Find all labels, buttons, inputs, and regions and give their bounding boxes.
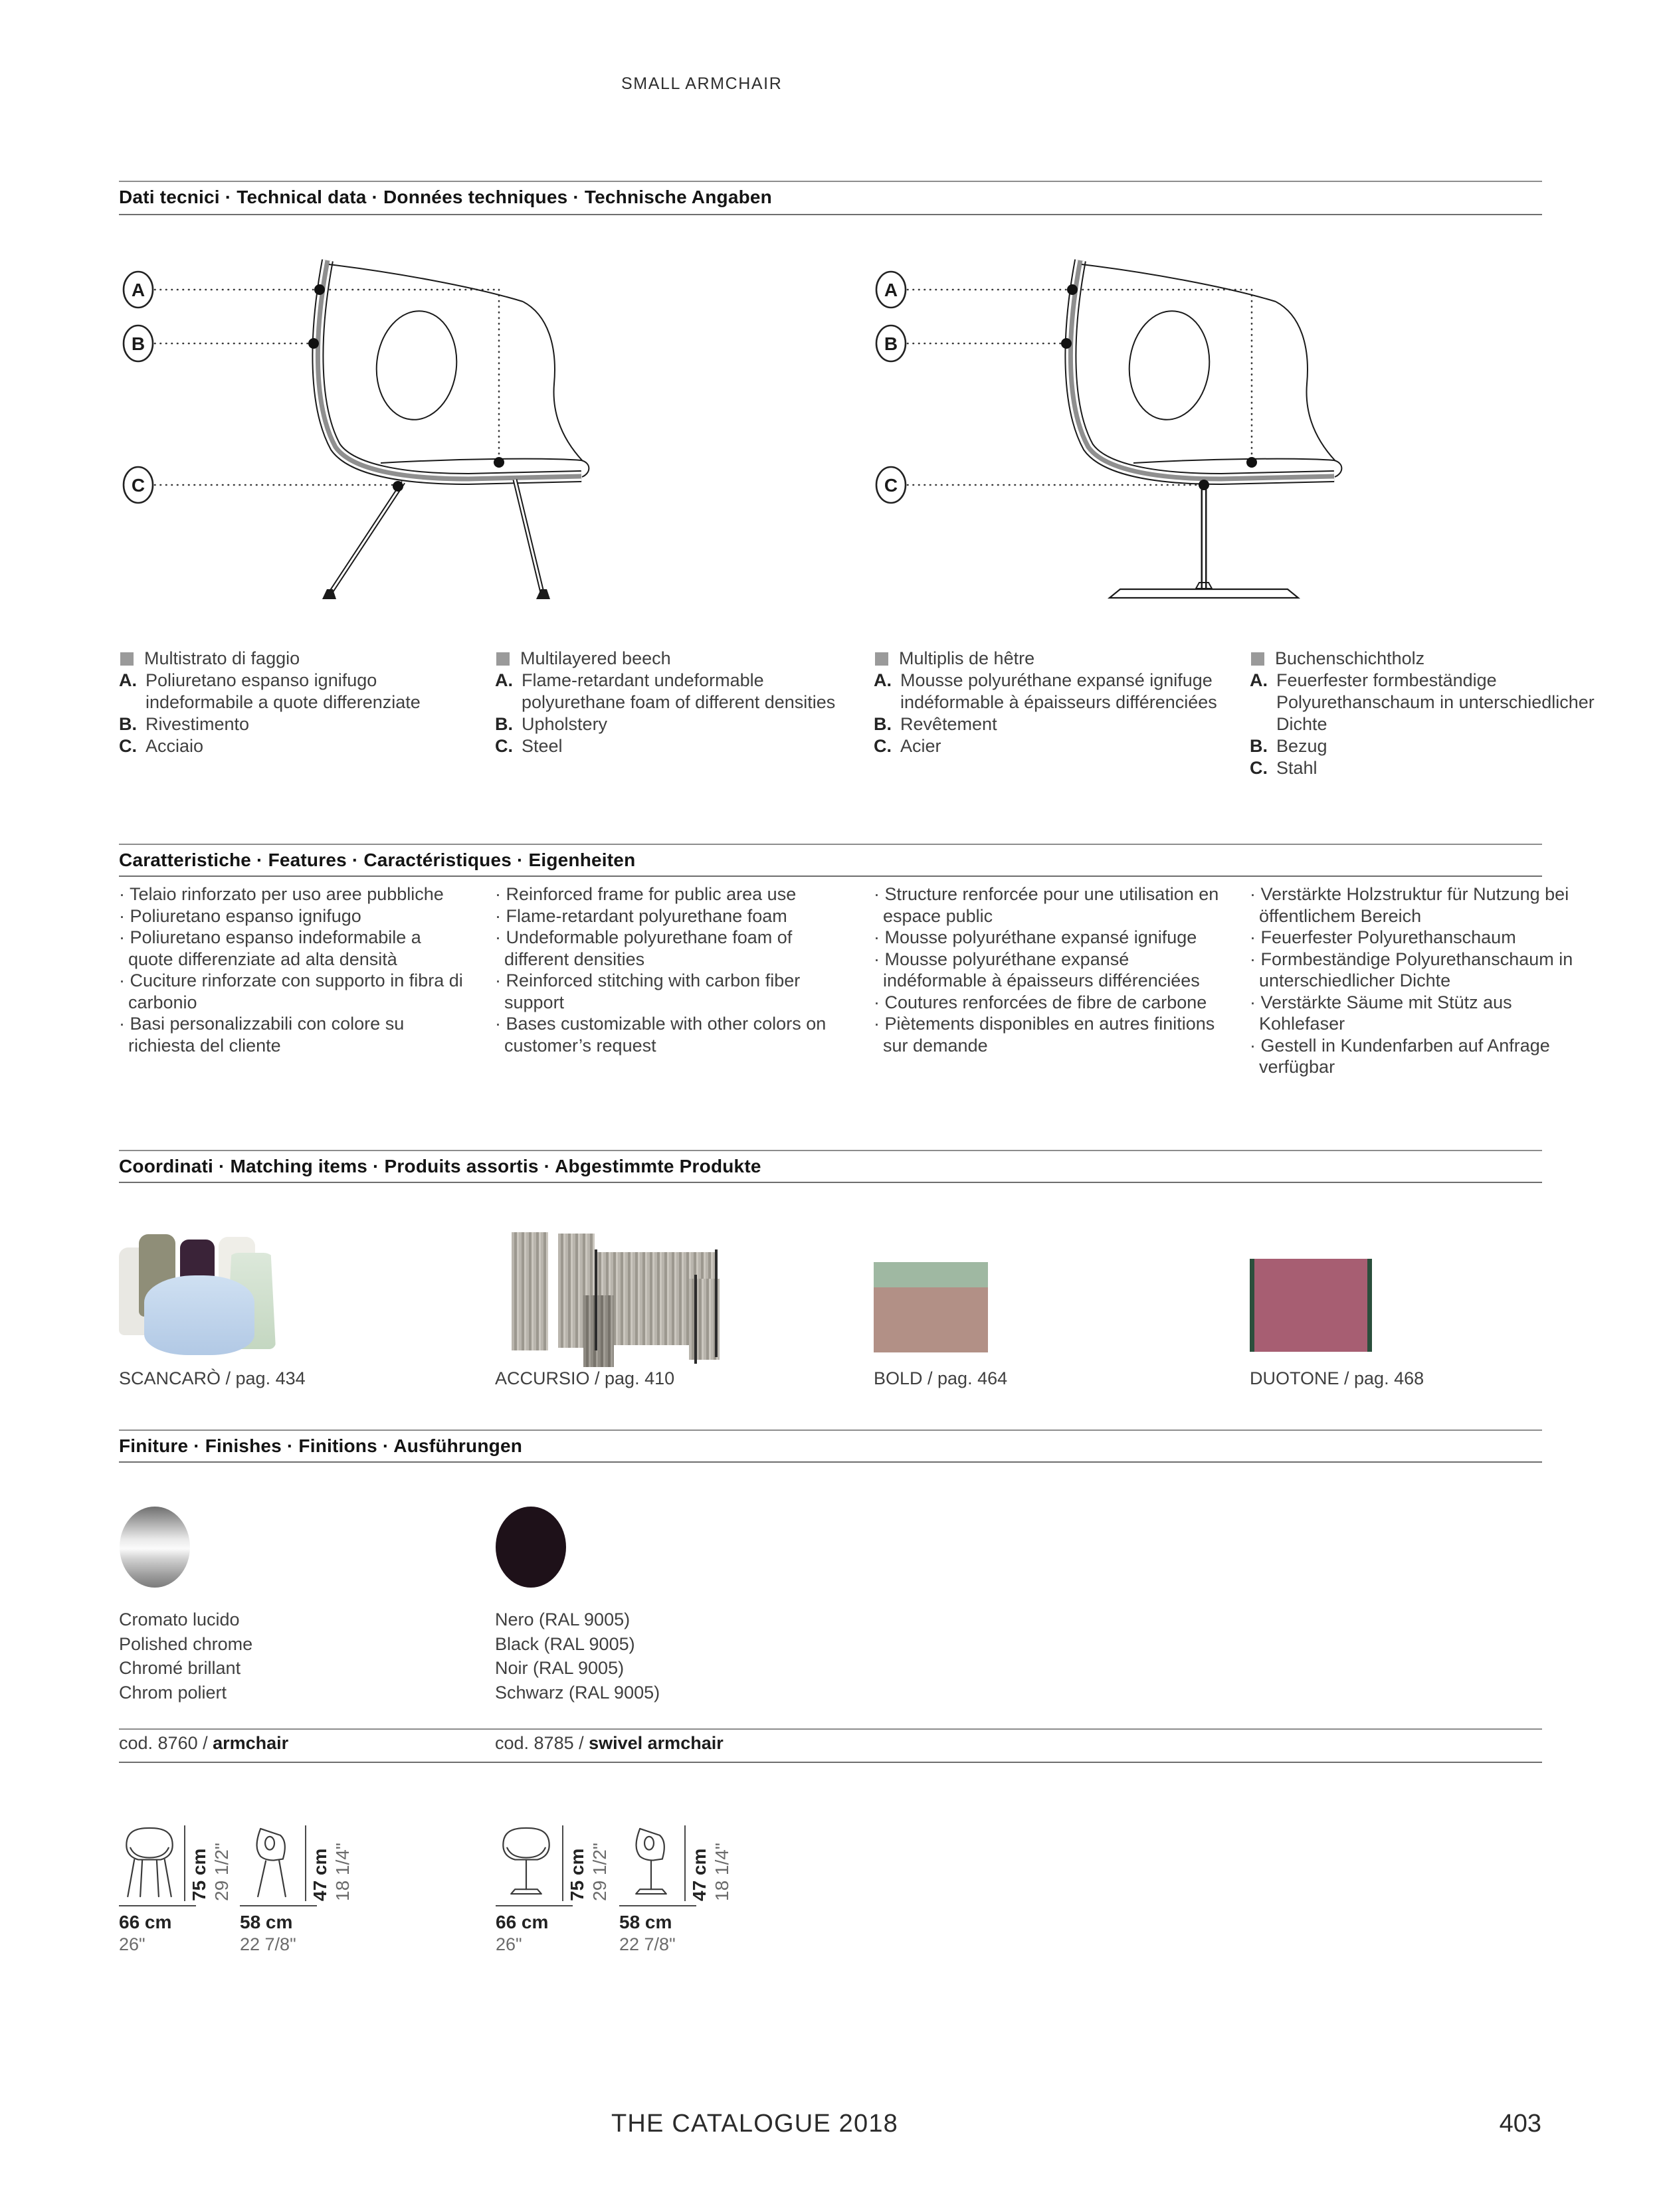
divider [119,876,1542,877]
material-intro: Multiplis de hêtre [899,648,1035,668]
material-entry: B. Upholstery [495,714,608,734]
feature-column-italian [119,883,470,1056]
feature-item: · Telaio rinforzato per uso aree pubbliche [119,884,444,904]
feature-item: · Cuciture rinforzate con supporto in fibra di carbonio [119,970,463,1012]
dimension-height-cm: 47 cm [310,1848,330,1901]
divider [119,1461,1542,1463]
finish-swatch-polished-chrome [120,1507,190,1588]
feature-item: · Mousse polyuréthane expansé indéformable à épaisseurs différenciées [874,949,1200,990]
feature-item: · Bases customizable with other colors on customer’s request [495,1014,827,1056]
dimension-width-cm: 58 cm [240,1912,293,1932]
feature-item: · Feuerfester Polyurethanschaum [1250,927,1516,947]
material-entry: C. Steel [495,736,563,756]
dimension-width-in: 26" [496,1934,522,1954]
feature-item: · Structure renforcée pour une utilisation en espace public [874,884,1219,926]
dimension-width-in: 22 7/8" [619,1934,676,1954]
feature-item: · Poliuretano espanso indeformabile a quote differenziate ad alta densità [119,927,421,969]
divider [119,1182,1542,1183]
section-heading-matching: Coordinati · Matching items · Produits assortis · Abgestimmte Produkte [119,1156,761,1176]
dimension-figure-armchair-front [119,1825,180,1901]
feature-item: · Formbeständige Polyurethanschaum in unterschiedlicher Dichte [1250,949,1573,990]
material-entry: A. Mousse polyuréthane expansé ignifuge indéformable à épaisseurs différenciées [874,670,1217,712]
dimension-width-in: 22 7/8" [240,1934,296,1954]
height-measure-line [305,1825,306,1901]
divider [119,214,1542,215]
material-entry: C. Acier [874,736,941,756]
feature-item: · Poliuretano espanso ignifugo [119,905,361,926]
callout-a-label: A [131,280,146,300]
height-measure-line [184,1825,185,1901]
material-entry: C. Stahl [1250,758,1317,778]
page-title: SMALL ARMCHAIR [621,74,783,93]
section-heading-features: Caratteristiche · Features · Caractéristiques · Eigenheiten [119,850,636,870]
width-measure-line [119,1905,196,1906]
material-entry: A. Poliuretano espanso ignifugo indeformabile a quote differenziate [119,670,421,712]
product-image-bold [874,1262,988,1352]
dimension-figure-swivel-front [496,1825,557,1901]
material-column-french [874,648,1220,757]
bullet-square-icon [875,652,888,666]
bullet-square-icon [496,652,510,666]
feature-item: · Verstärkte Holzstruktur für Nutzung bei öffentlichem Bereich [1250,884,1569,926]
callout-a-label: A [884,280,898,300]
dimension-figure-swivel-side [619,1825,680,1901]
footer-catalogue-title: THE CATALOGUE 2018 [611,2110,898,2138]
code-armchair: cod. 8760 / armchair [119,1733,289,1753]
feature-item: · Verstärkte Säume mit Stütz aus Kohlefaser [1250,992,1512,1034]
product-image-scancaro [119,1234,292,1357]
material-entry: B. Revêtement [874,714,997,734]
bullet-square-icon [120,652,134,666]
width-measure-line [496,1905,573,1906]
finish-swatch-black [496,1507,566,1588]
finish-label-black: Nero (RAL 9005) Black (RAL 9005) Noir (RAL 9005) Schwarz (RAL 9005) [495,1610,660,1703]
material-entry: A. Feuerfester formbeständige Polyurethanschaum in unterschiedlicher Dichte [1250,670,1595,734]
technical-drawing-armchair [116,226,714,624]
dimension-height-cm: 75 cm [567,1848,587,1901]
code-swivel-armchair: cod. 8785 / swivel armchair [495,1733,724,1753]
product-image-duotone [1250,1259,1372,1352]
callout-b-label: B [131,333,146,354]
dimension-height-in: 18 1/4" [332,1843,353,1901]
material-entry: A. Flame-retardant undeformable polyurethane foam of different densities [495,670,836,712]
feature-column-french [874,883,1224,1056]
divider [119,1762,1542,1763]
dimension-height-in: 29 1/2" [211,1843,232,1901]
product-label-duotone: DUOTONE / pag. 468 [1250,1368,1424,1388]
feature-item: · Undeformable polyurethane foam of different densities [495,927,793,969]
bullet-square-icon [1251,652,1264,666]
feature-column-german [1250,883,1601,1078]
dimension-height-in: 18 1/4" [712,1843,732,1901]
footer-page-number: 403 [1499,2110,1541,2138]
material-intro: Multistrato di faggio [144,648,300,668]
product-image-accursio [495,1232,721,1368]
feature-item: · Mousse polyuréthane expansé ignifuge [874,927,1197,947]
section-heading-technical: Dati tecnici · Technical data · Données techniques · Technische Angaben [119,187,772,207]
feature-item: · Reinforced frame for public area use [495,884,797,904]
product-label-accursio: ACCURSIO / pag. 410 [495,1368,675,1388]
product-label-scancaro: SCANCARÒ / pag. 434 [119,1368,306,1388]
feature-column-english [495,883,846,1056]
material-entry: B. Bezug [1250,736,1327,756]
dimension-width-in: 26" [119,1934,146,1954]
dimension-figure-armchair-side [240,1825,301,1901]
callout-b-label: B [884,333,898,354]
feature-item: · Reinforced stitching with carbon fiber support [495,970,801,1012]
dimension-width-cm: 66 cm [496,1912,549,1932]
material-column-italian [119,648,466,757]
callout-c-label: C [131,475,146,496]
section-heading-finishes: Finiture · Finishes · Finitions · Ausführungen [119,1435,523,1456]
divider [119,1429,1542,1431]
divider [119,1150,1542,1151]
material-column-german [1250,648,1597,779]
material-intro: Multilayered beech [520,648,671,668]
material-entry: C. Acciaio [119,736,204,756]
feature-item: · Basi personalizzabili con colore su richiesta del cliente [119,1014,405,1056]
material-intro: Buchenschichtholz [1275,648,1425,668]
feature-item: · Coutures renforcées de fibre de carbone [874,992,1207,1012]
dimension-height-cm: 75 cm [189,1848,209,1901]
feature-item: · Gestell in Kundenfarben auf Anfrage verfügbar [1250,1035,1550,1077]
dimension-height-in: 29 1/2" [589,1843,610,1901]
dimension-height-cm: 47 cm [689,1848,710,1901]
width-measure-line [619,1905,696,1906]
feature-item: · Flame-retardant polyurethane foam [495,905,787,926]
width-measure-line [240,1905,317,1906]
divider [119,181,1542,182]
dimension-width-cm: 58 cm [619,1912,672,1932]
divider [119,1728,1542,1730]
technical-drawing-swivel-armchair [869,226,1467,624]
divider [119,844,1542,845]
product-label-bold: BOLD / pag. 464 [874,1368,1008,1388]
material-column-english [495,648,842,757]
dimension-width-cm: 66 cm [119,1912,172,1932]
material-entry: B. Rivestimento [119,714,250,734]
finish-label-chrome: Cromato lucido Polished chrome Chromé brillant Chrom poliert [119,1610,253,1703]
feature-item: · Piètements disponibles en autres finitions sur demande [874,1014,1215,1056]
height-measure-line [562,1825,563,1901]
height-measure-line [684,1825,686,1901]
callout-c-label: C [884,475,898,496]
